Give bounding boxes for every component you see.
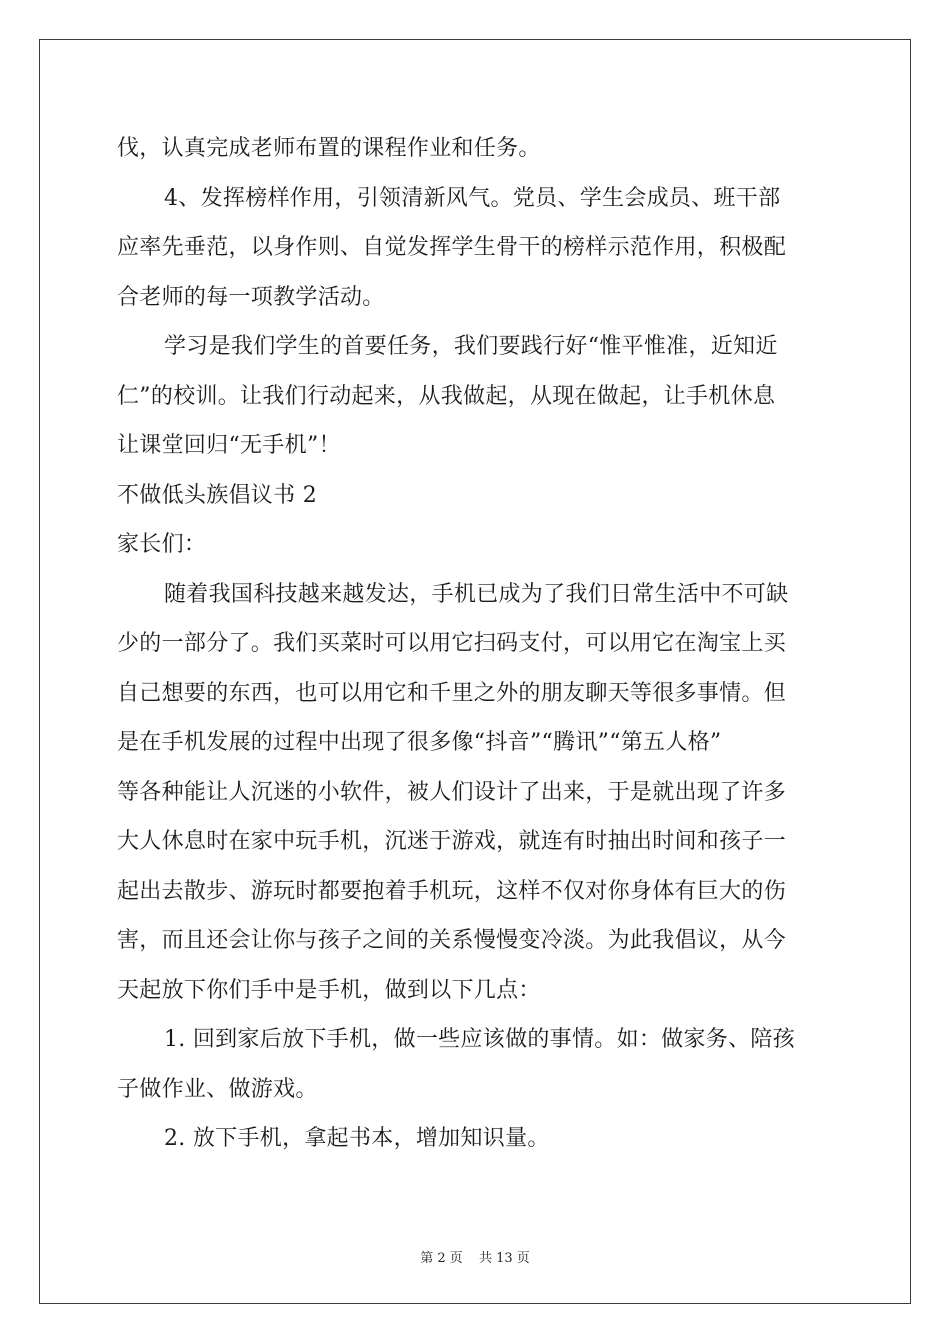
salutation: 家长们： [117, 532, 207, 557]
section-title: 不做低头族倡议书 2 [117, 482, 317, 508]
text-line: 是在手机发展的过程中出现了很多像“抖音”“腾讯”“第五人格” [117, 730, 722, 755]
text-line: 合老师的每一项教学活动。 [117, 284, 385, 310]
paragraph-start: 随着我国科技越来越发达，手机已成为了我们日常生活中不可缺 [164, 581, 789, 607]
text-line: 害，而且还会让你与孩子之间的关系慢慢变冷淡。为此我倡议，从今 [117, 928, 787, 953]
list-item-2: 2. 放下手机，拿起书本，增加知识量。 [164, 1126, 550, 1151]
text-line: 起出去散步、游玩时都要抱着手机玩，这样不仅对你身体有巨大的伤 [117, 878, 787, 904]
text-line: 应率先垂范，以身作则、自觉发挥学生骨干的榜样示范作用，积极配 [117, 235, 787, 260]
paragraph-start: 学习是我们学生的首要任务，我们要践行好“惟平惟准，近知近 [164, 334, 778, 359]
text-line: 少的一部分了。我们买菜时可以用它扫码支付，可以用它在淘宝上买 [117, 631, 787, 656]
page-total: 共 13 页 [478, 1251, 530, 1266]
text-line: 子做作业、做游戏。 [117, 1076, 318, 1102]
page-number: 第 2 页 [420, 1251, 463, 1266]
text-line: 仁”的校训。让我们行动起来，从我做起，从现在做起，让手机休息 [117, 383, 776, 409]
page-footer [0, 1247, 950, 1266]
list-item-4: 4、发挥榜样作用，引领清新风气。党员、学生会成员、班干部 [164, 185, 781, 211]
text-line: 等各种能让人沉迷的小软件，被人们设计了出来，于是就出现了许多 [117, 779, 787, 805]
list-item-1: 1. 回到家后放下手机，做一些应该做的事情。如：做家务、陪孩 [164, 1027, 795, 1052]
text-line: 伐，认真完成老师布置的课程作业和任务。 [117, 136, 541, 161]
text-line: 天起放下你们手中是手机，做到以下几点： [117, 977, 541, 1003]
text-line: 自己想要的东西，也可以用它和千里之外的朋友聊天等很多事情。但 [117, 680, 787, 706]
document-body [117, 124, 837, 1164]
text-line: 让课堂回归“无手机”！ [117, 433, 341, 458]
text-line: 大人休息时在家中玩手机，沉迷于游戏，就连有时抽出时间和孩子一 [117, 829, 787, 854]
